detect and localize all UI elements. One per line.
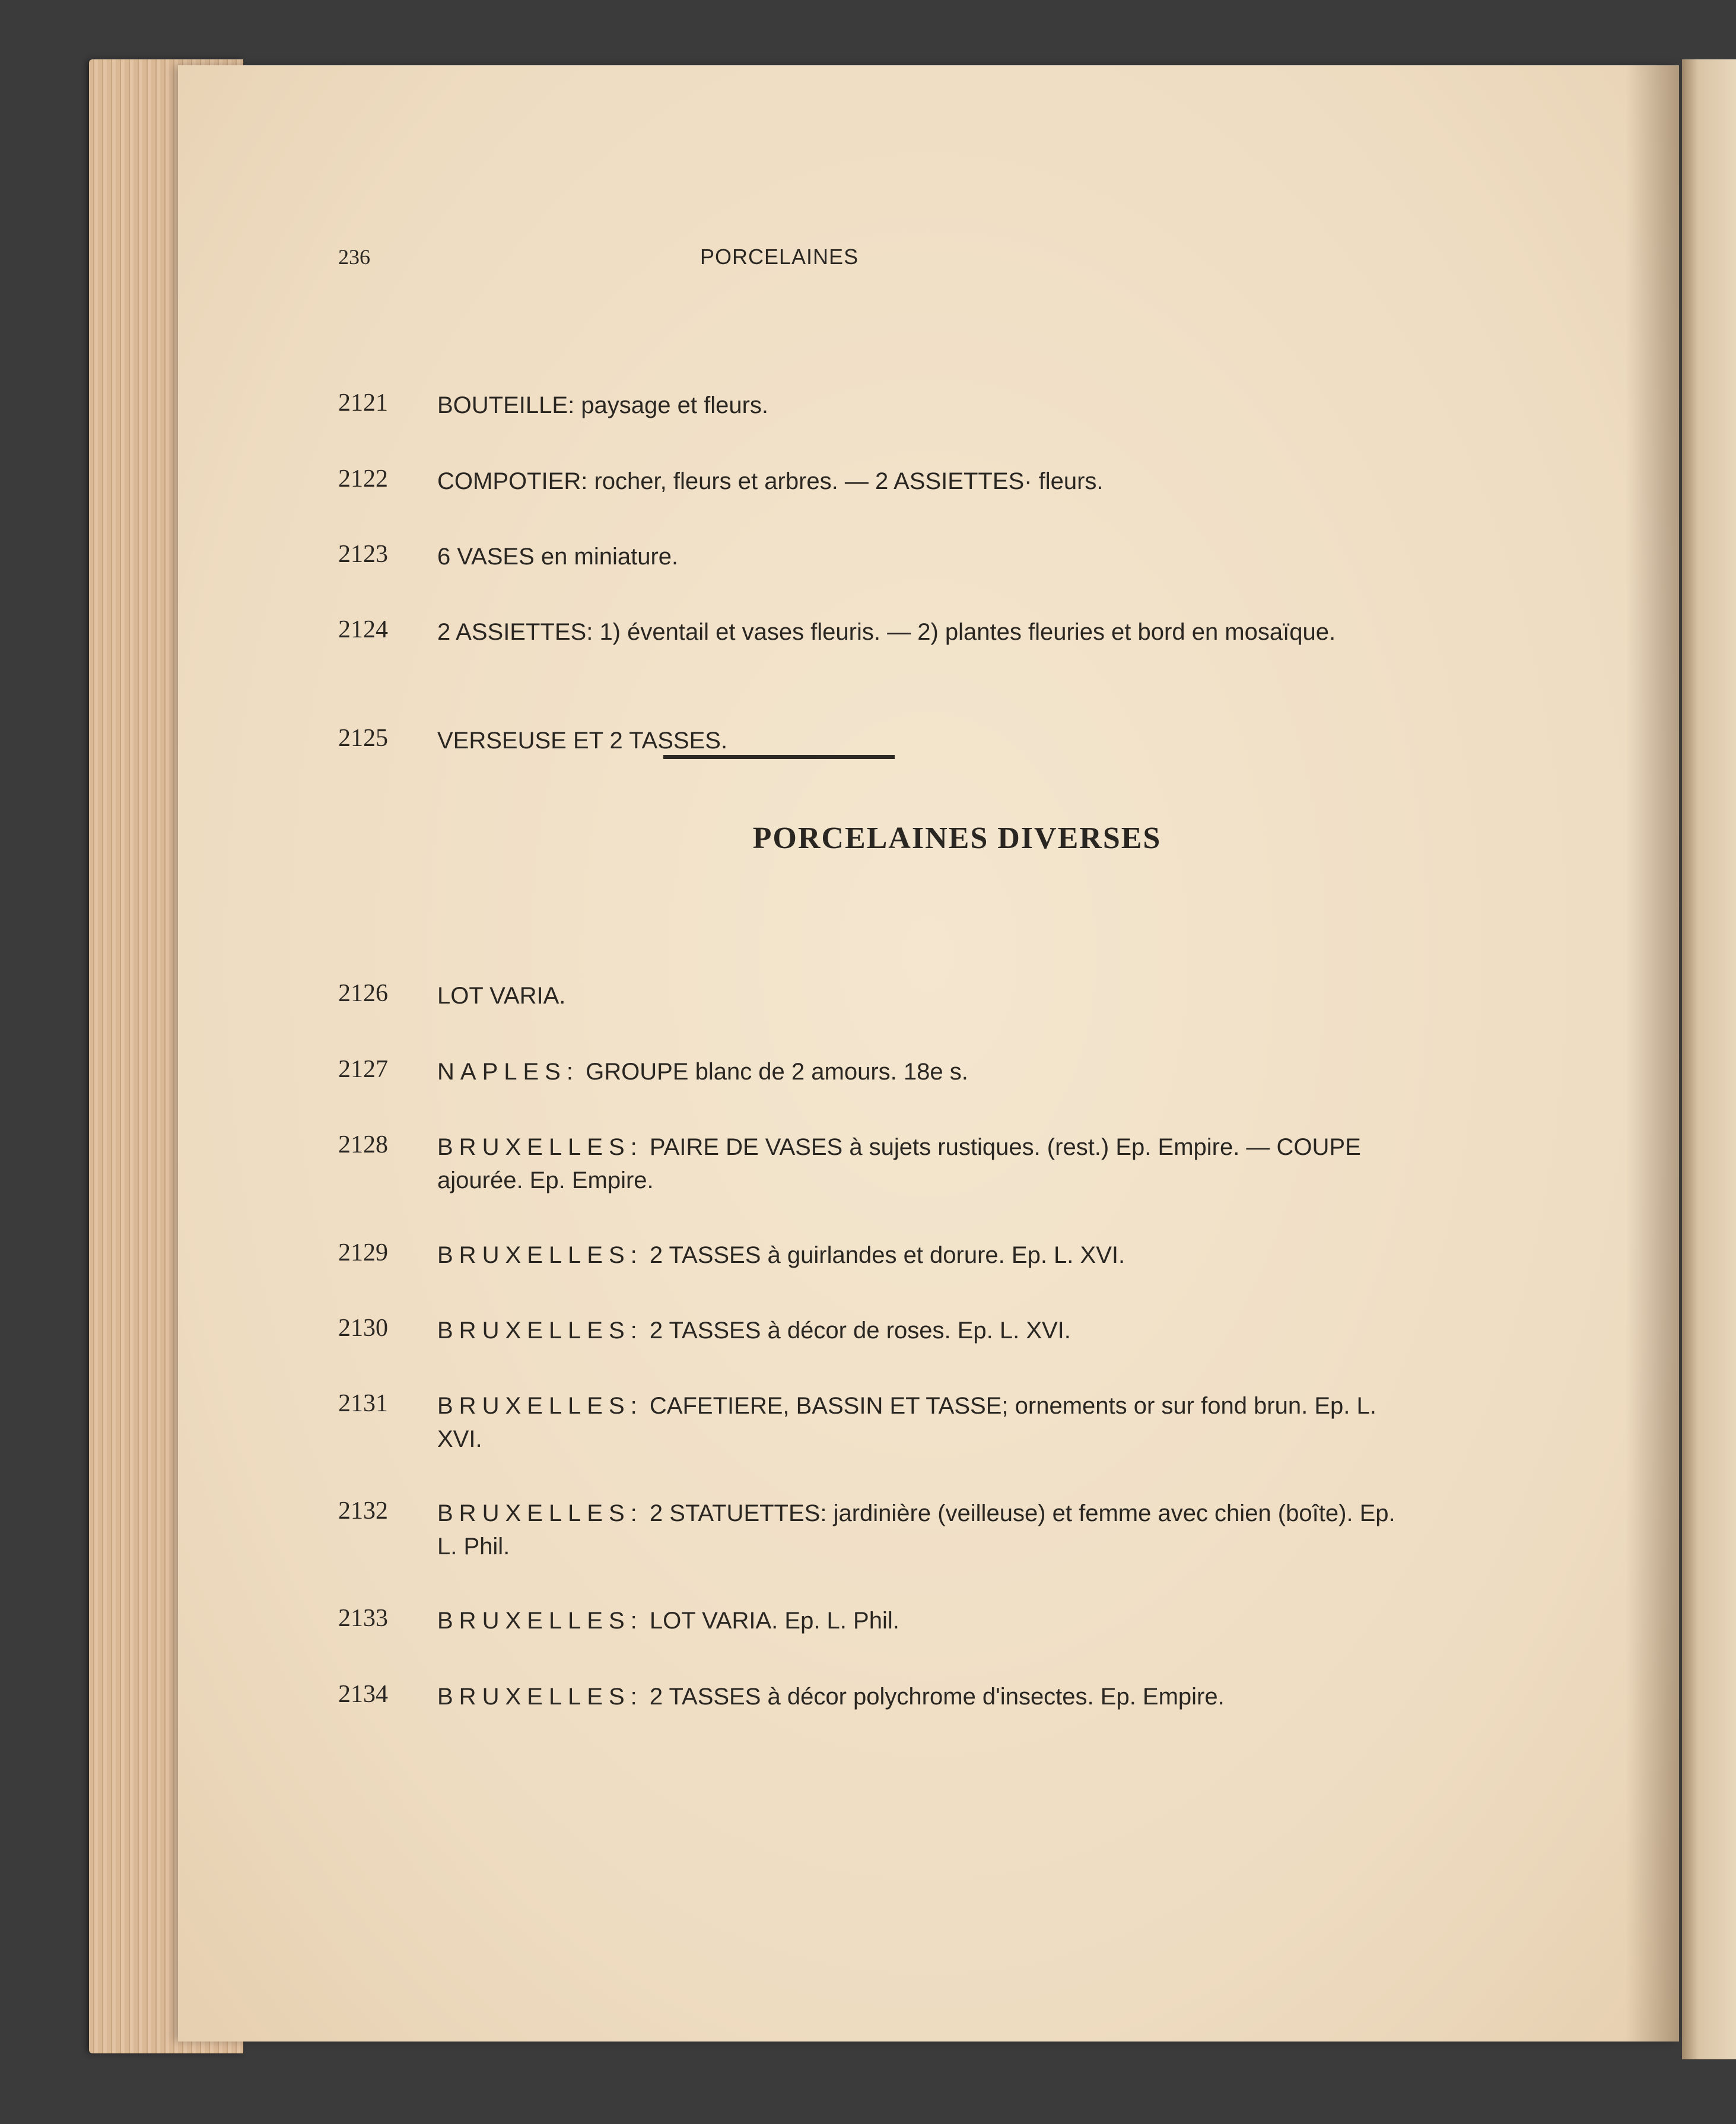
lot-origin: BRUXELLES: [437,1500,643,1526]
lot-number: 2124 [338,616,388,643]
lot-description: PAIRE DE VASES à sujets rustiques. (rest.) Ep. Empire. — COUPE ajourée. Ep. Empire. [437,1134,1361,1193]
lot-number: 2126 [338,980,388,1007]
lot-origin: BRUXELLES: [437,1317,643,1344]
lot-origin: NAPLES: [437,1059,579,1085]
lot-origin: BRUXELLES: [437,1134,643,1160]
section-divider [663,755,895,759]
lot-number: 2122 [338,465,388,493]
lot-description: 2 TASSES à décor polychrome d'insectes. Ep. Empire. [649,1684,1225,1710]
lot-origin: BRUXELLES: [437,1684,643,1710]
lot-number: 2125 [338,725,388,752]
lot-description: 2 STATUETTES: jardinière (veilleuse) et femme avec chien (boîte). Ep. L. Phil. [437,1500,1395,1560]
lot-description: 2 TASSES à guirlandes et dorure. Ep. L. XVI. [649,1242,1125,1268]
lot-description: VERSEUSE ET 2 TASSES. [437,728,728,754]
lot-number: 2132 [338,1497,388,1525]
lot-number: 2133 [338,1605,388,1632]
lot-number: 2121 [338,389,388,417]
lot-description: LOT VARIA. Ep. L. Phil. [649,1608,899,1634]
lot-number: 2127 [338,1056,388,1083]
lot-origin: BRUXELLES: [437,1608,643,1634]
section-title: PORCELAINES DIVERSES [752,821,1162,855]
lot-number: 2130 [338,1315,388,1342]
lot-description: 2 TASSES à décor de roses. Ep. L. XVI. [649,1317,1071,1344]
lot-number: 2134 [338,1681,388,1708]
lot-description: COMPOTIER: rocher, fleurs et arbres. — 2 ASSIETTES· fleurs. [437,468,1104,494]
lot-description: BOUTEILLE: paysage et fleurs. [437,392,769,418]
lot-description: 2 ASSIETTES: 1) éventail et vases fleuris. — 2) plantes fleuries et bord en mosaïque. [437,619,1336,645]
lot-description: 6 VASES en miniature. [437,544,679,570]
lot-number: 2129 [338,1239,388,1266]
lot-number: 2128 [338,1131,388,1158]
running-head: PORCELAINES [700,245,859,269]
lot-description: CAFETIERE, BASSIN ET TASSE; ornements or sur fond brun. Ep. L. XVI. [437,1393,1376,1452]
lot-description: LOT VARIA. [437,983,566,1009]
lot-description: GROUPE blanc de 2 amours. 18e s. [586,1059,968,1085]
lot-number: 2123 [338,541,388,568]
lot-origin: BRUXELLES: [437,1393,643,1419]
lot-number: 2131 [338,1390,388,1417]
lot-origin: BRUXELLES: [437,1242,643,1268]
page-number: 236 [338,245,370,269]
